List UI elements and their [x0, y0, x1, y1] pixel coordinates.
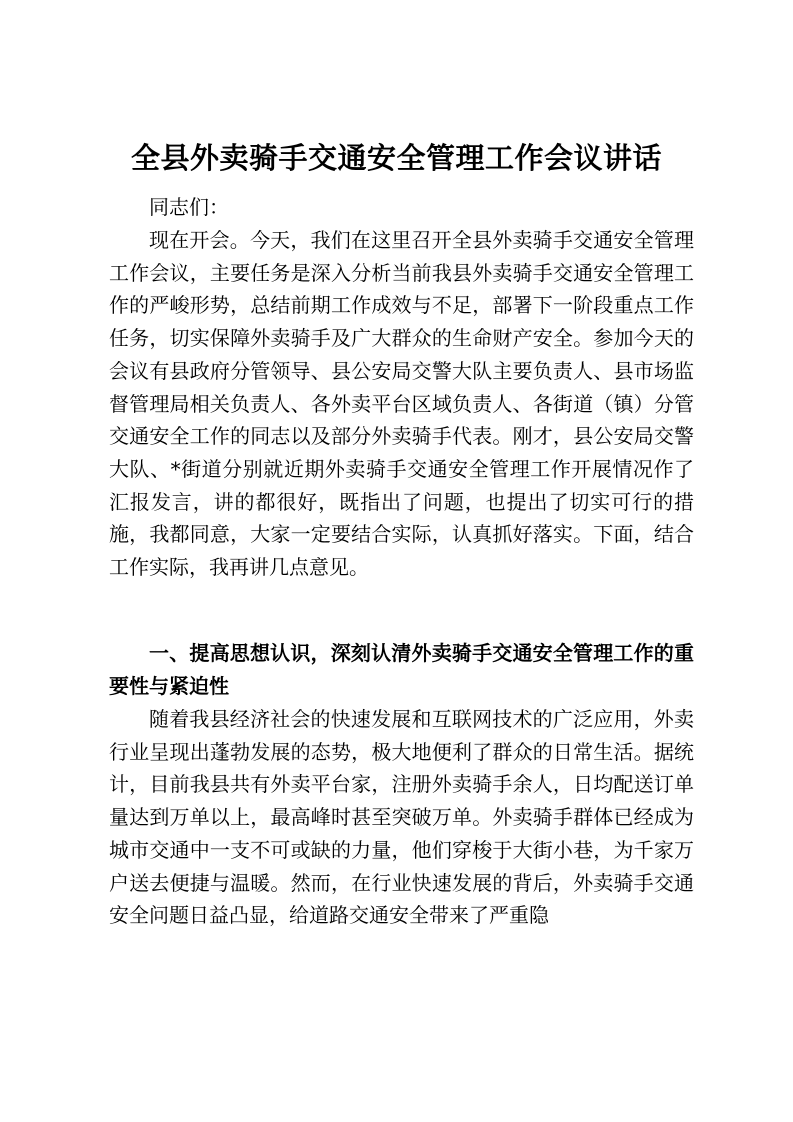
document-title: 全县外卖骑手交通安全管理工作会议讲话	[130, 141, 662, 175]
paragraph-section-1: 随着我县经济社会的快速发展和互联网技术的广泛应用，外卖行业呈现出蓬勃发展的态势，极大地便利了群众的日常生活。据统计，目前我县共有外卖平台家，注册外卖骑手余人，日均配送订单量达到万单以上，最高峰时甚至突破万单。外卖骑手群体已经成为城市交通中一支不可或缺的力量，他们穿梭于大街小巷，为千家万户送去便捷与温暖。然而，在行业快速发展的背后，外卖骑手交通安全问题日益凸显，给道路交通安全带来了严重隐	[109, 707, 694, 928]
section-heading-1: 一、提高思想认识，深刻认清外卖骑手交通安全管理工作的重要性与紧迫性	[109, 641, 694, 698]
salutation: 同志们：	[149, 195, 229, 219]
paragraph-opening: 现在开会。今天，我们在这里召开全县外卖骑手交通安全管理工作会议，主要任务是深入分析当前我县外卖骑手交通安全管理工作的严峻形势，总结前期工作成效与不足，部署下一阶段重点工作任务，切实保障外卖骑手及广大群众的生命财产安全。参加今天的会议有县政府分管领导、县公安局交警大队主要负责人、县市场监督管理局相关负责人、各外卖平台区域负责人、各街道（镇）分管交通安全工作的同志以及部分外卖骑手代表。刚才，县公安局交警大队、*街道分别就近期外卖骑手交通安全管理工作开展情况作了汇报发言，讲的都很好，既指出了问题，也提出了切实可行的措施，我都同意，大家一定要结合实际，认真抓好落实。下面，结合工作实际，我再讲几点意见。	[109, 228, 694, 580]
